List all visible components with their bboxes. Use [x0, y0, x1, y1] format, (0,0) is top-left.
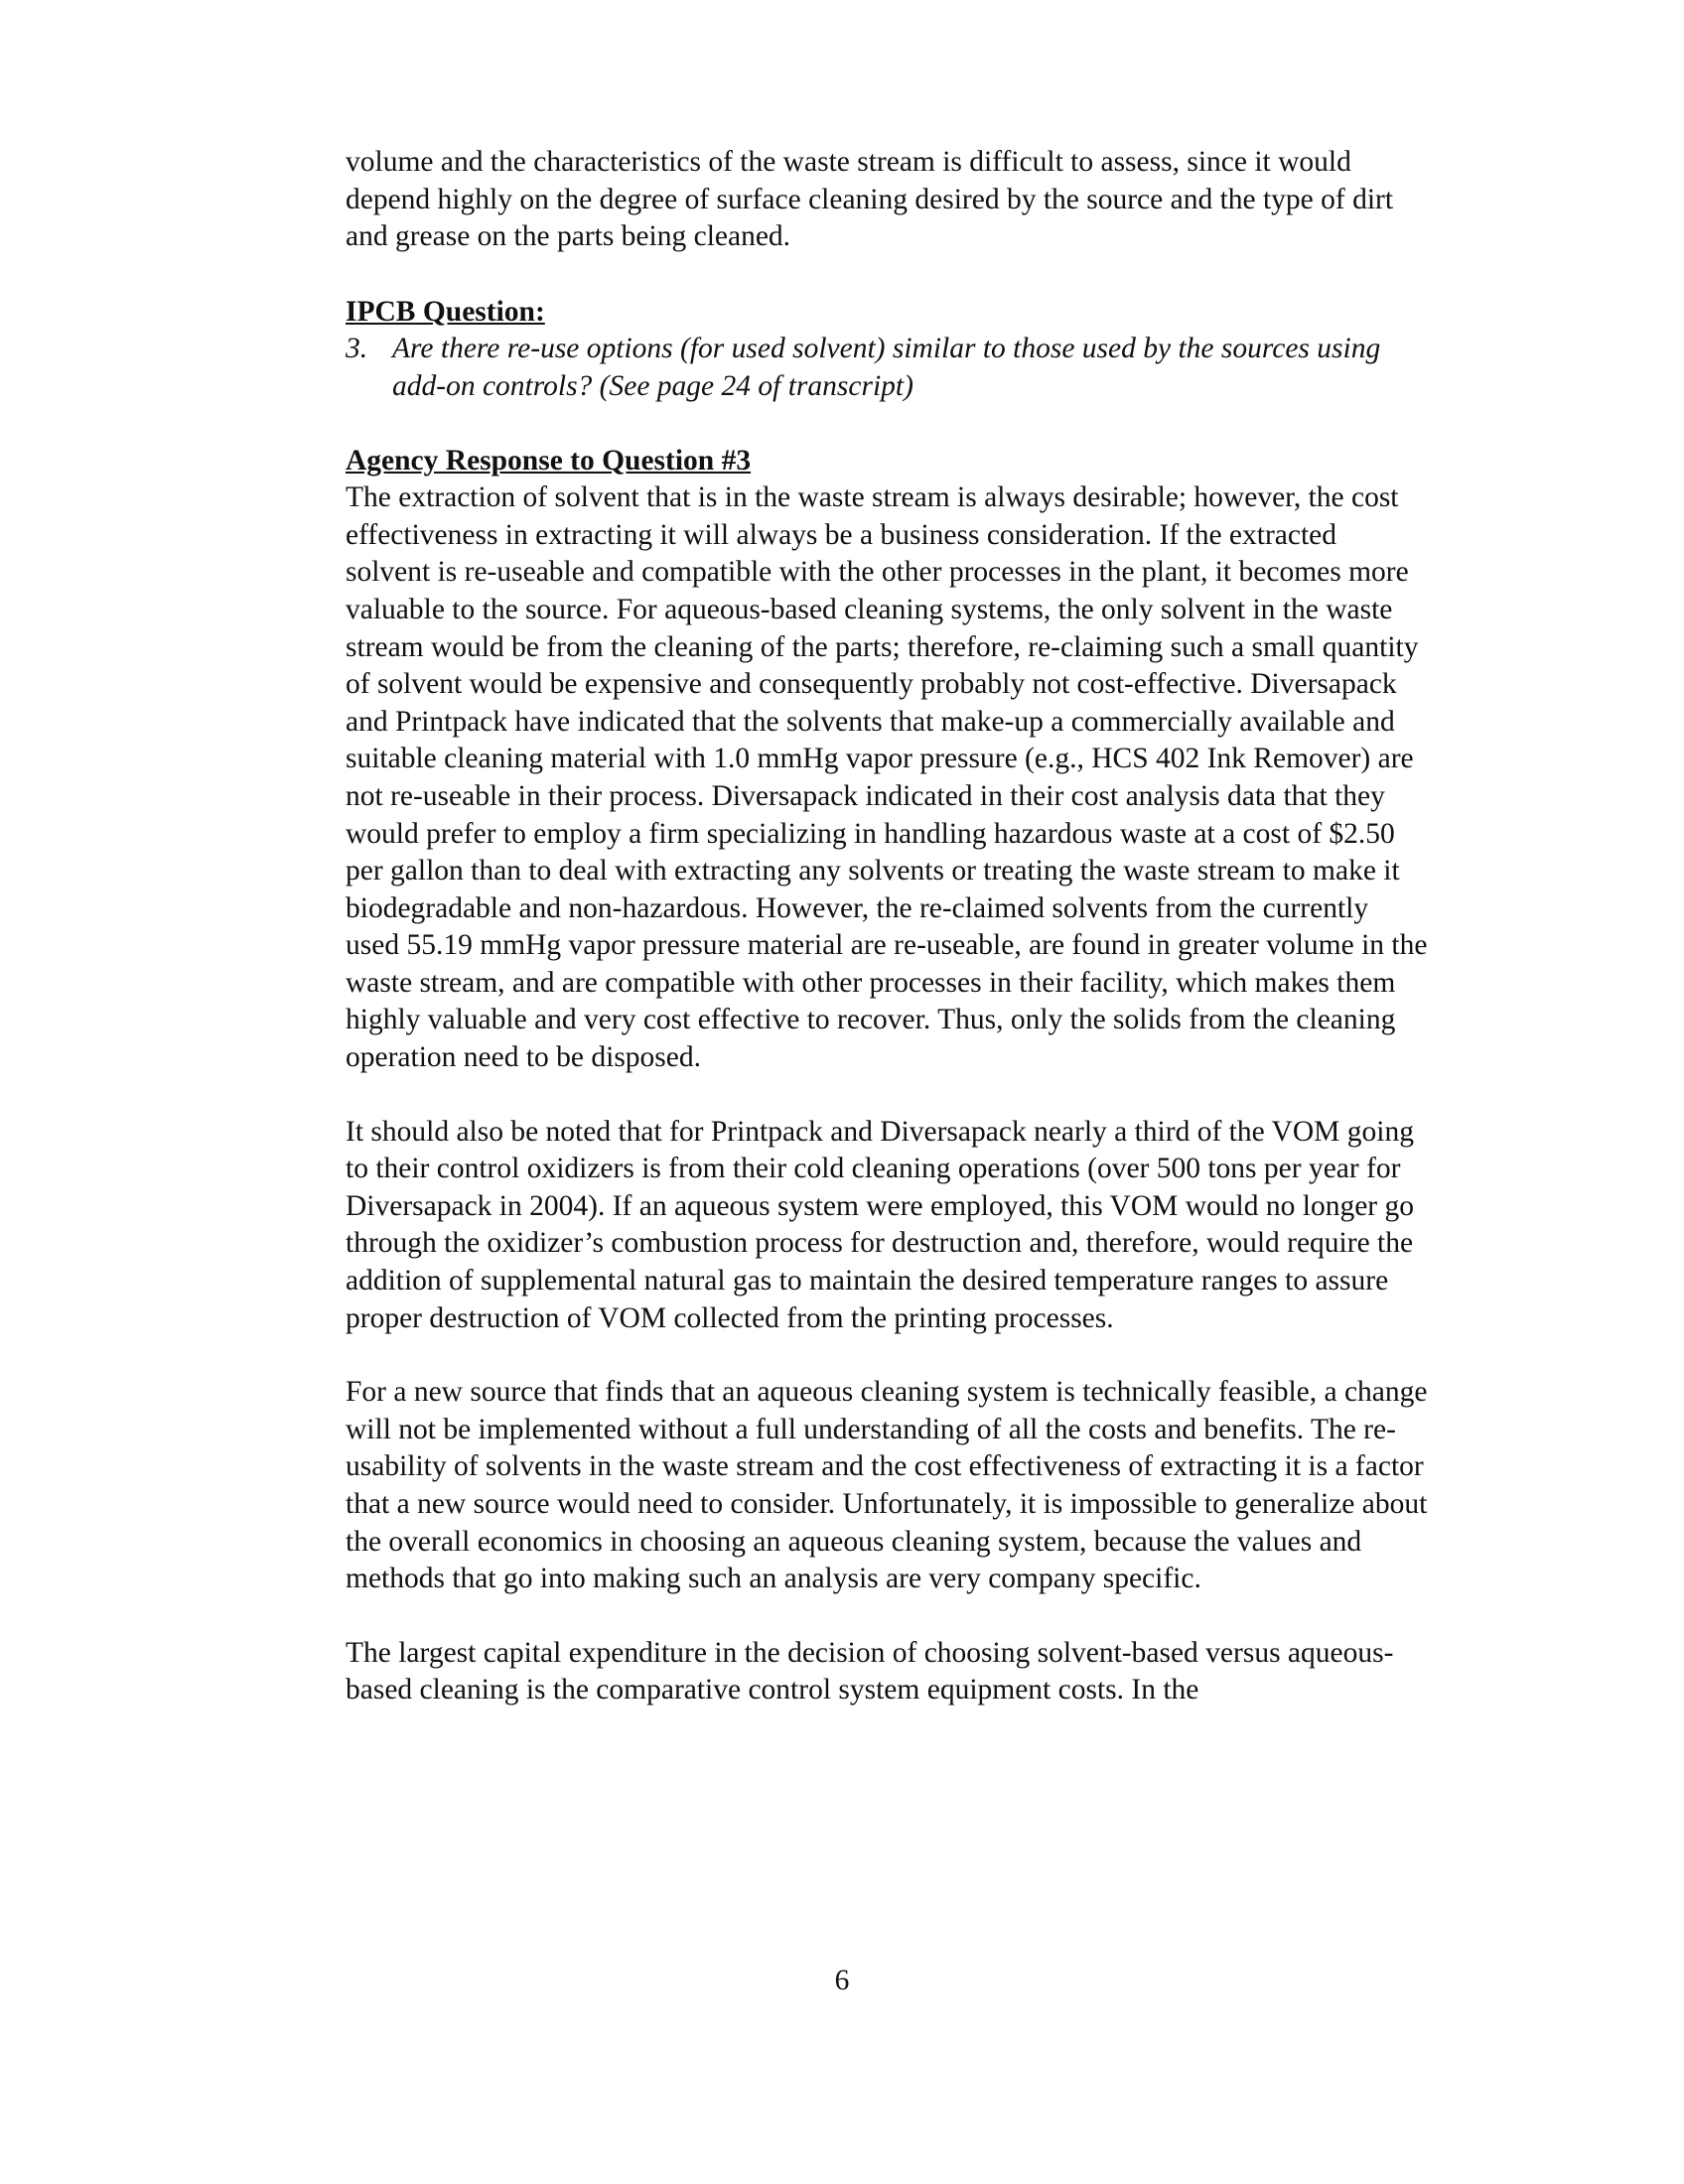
ipcb-question — [346, 331, 1428, 405]
question-number: 3. — [346, 333, 368, 365]
page-number: 6 — [834, 1965, 850, 1996]
intro-paragraph: volume and the characteristics of the waste stream is difficult to assess, since it would depend highly on the degree of surface cleaning desired by the source and the type of dirt and grease on the parts being cleaned. — [346, 146, 1394, 253]
ipcb-question-heading: IPCB Question: — [346, 295, 545, 328]
response-paragraph-1: The extraction of solvent that is in the waste stream is always desirable; however, the cost effectiveness in extracting it will always be a business consideration. If the extracted solvent is re-useable and compatible with the other processes in the plant, it becomes more valuable to the source. For aqueous-based cleaning systems, the only solvent in the waste stream would be from the cleaning of the parts; therefore, re-claiming such a small quantity of solvent would be expensive and consequently probably not cost-effective. Diversapack and Printpack have indicated that the solvents that make-up a commercially available and suitable cleaning material with 1.0 mmHg vapor pressure (e.g., HCS 402 Ink Remover) are not re-useable in their process. Diversapack indicated in their cost analysis data that they would prefer to employ a firm specializing in handling hazardous waste at a cost of $2.50 per gallon than to deal with extracting any solvents or treating the waste stream to make it biodegradable and non-hazardous. However, the re-claimed solvents from the currently used 55.19 mmHg vapor pressure material are re-useable, are found in greater volume in the waste stream, and are compatible with other processes in their facility, which makes them highly valuable and very cost effective to recover. Thus, only the solids from the cleaning operation need to be disposed. — [346, 481, 1428, 1074]
question-text: Are there re-use options (for used solvent) similar to those used by the sources using add-on controls? (See page 24 of transcript) — [392, 333, 1381, 402]
response-paragraph-2: It should also be noted that for Printpack and Diversapack nearly a third of the VOM going to their control oxidizers is from their cold cleaning operations (over 500 tons per year for Diversapack in 2004). If an aqueous system were employed, this VOM would no longer go through the oxidizer’s combustion process for destruction and, therefore, would require the addition of supplemental natural gas to maintain the desired temperature ranges to assure proper destruction of VOM collected from the printing processes. — [346, 1115, 1414, 1334]
response-paragraph-4: The largest capital expenditure in the decision of choosing solvent-based versus aqueous-based cleaning is the comparative control system equipment costs. In the — [346, 1636, 1394, 1706]
document-page — [346, 144, 1428, 1709]
agency-response-heading: Agency Response to Question #3 — [346, 444, 752, 477]
response-paragraph-3: For a new source that finds that an aqueous cleaning system is technically feasible, a change will not be implemented without a full understanding of all the costs and benefits. The re-usability of solvents in the waste stream and the cost effectiveness of extracting it is a factor that a new source would need to consider. Unfortunately, it is impossible to generalize about the overall economics in choosing an aqueous cleaning system, because the values and methods that go into making such an analysis are very company specific. — [346, 1376, 1428, 1595]
